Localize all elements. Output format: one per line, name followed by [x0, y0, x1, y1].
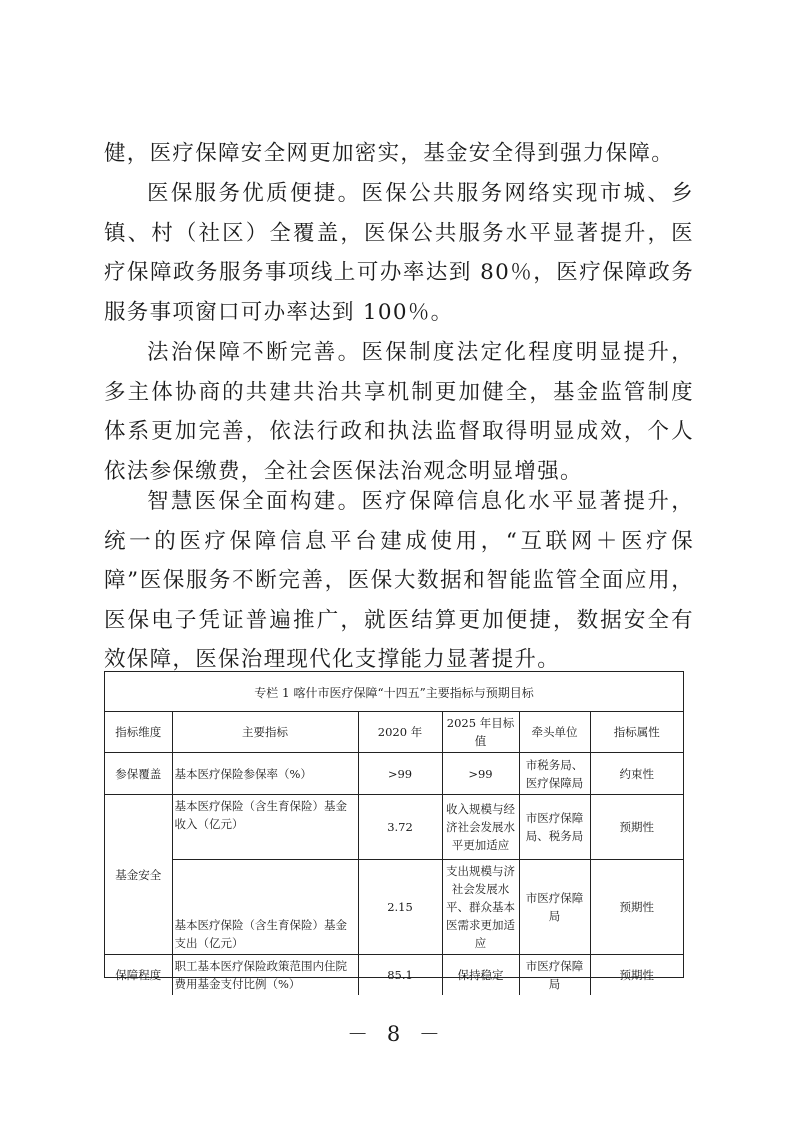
- header-dimension: 指标维度: [105, 712, 172, 753]
- table-title: 专栏 1 喀什市医疗保障“十四五”主要指标与预期目标: [105, 672, 683, 712]
- paragraph-rule-of-law: 法治保障不断完善。医保制度法定化程度明显提升，多主体协商的共建共治共享机制更加健全，基金监管制度体系更加完善，依法行政和执法监督取得明显成效，个人依法参保缴费，全社会医保法治观念明显增强。: [104, 340, 694, 484]
- cell-indicator: 基本医疗保险（含生育保险）基金支出（亿元）: [172, 860, 358, 955]
- cell-lead-unit: 市税务局、医疗保障局: [519, 753, 590, 795]
- cell-attribute: 约束性: [590, 753, 683, 795]
- header-2025: 2025 年目标值: [442, 712, 519, 753]
- paragraph-continuation: 健，医疗保障安全网更加密实，基金安全得到强力保障。: [104, 141, 675, 166]
- table-row: [105, 753, 683, 795]
- paragraph-service: 医保服务优质便捷。医保公共服务网络实现市城、乡镇、村（社区）全覆盖，医保公共服务水平显著提升，医疗保障政务服务事项线上可办率达到 80％，医疗保障政务服务事项窗口可办率达到 100％。: [104, 181, 694, 325]
- cell-2020: 3.72: [358, 795, 442, 860]
- cell-lead-unit: 市医疗保障局、税务局: [519, 795, 590, 860]
- cell-2025: 保持稳定: [442, 955, 519, 996]
- header-lead-unit: 牵头单位: [519, 712, 590, 753]
- cell-2025: >99: [442, 753, 519, 795]
- header-attribute: 指标属性: [590, 712, 683, 753]
- page-number: － 8 －: [347, 1022, 446, 1046]
- table-header-row: [105, 712, 683, 753]
- header-2020: 2020 年: [358, 712, 442, 753]
- cell-2020: 85.1: [358, 955, 442, 996]
- paragraph-smart-insurance: 智慧医保全面构建。医疗保障信息化水平显著提升，统一的医疗保障信息平台建成使用，“互联网＋医疗保障”医保服务不断完善，医保大数据和智能监管全面应用，医保电子凭证普遍推广，就医结算更加便捷，数据安全有效保障，医保治理现代化支撑能力显著提升。: [104, 489, 694, 672]
- indicator-table-box: [104, 671, 684, 991]
- cell-2020: 2.15: [358, 860, 442, 955]
- cell-indicator: 职工基本医疗保险政策范围内住院费用基金支付比例（%）: [172, 955, 358, 996]
- cell-dimension: 参保覆盖: [105, 753, 172, 795]
- cell-2025: 收入规模与经济社会发展水平更加适应: [442, 795, 519, 860]
- cell-lead-unit: 市医疗保障局: [519, 860, 590, 955]
- table-row: [105, 795, 683, 860]
- cell-2020: >99: [358, 753, 442, 795]
- cell-lead-unit: 市医疗保障局: [519, 955, 590, 996]
- cell-dimension: 保障程度: [105, 955, 172, 996]
- cell-attribute: 预期性: [590, 795, 683, 860]
- cell-attribute: 预期性: [590, 955, 683, 996]
- cell-indicator: 基本医疗保险参保率（%）: [172, 753, 358, 795]
- indicator-table: [105, 711, 683, 995]
- table-row: [105, 860, 683, 955]
- cell-dimension: 基金安全: [105, 795, 172, 955]
- cell-2025: 支出规模与济社会发展水平、群众基本医需求更加适应: [442, 860, 519, 955]
- cell-attribute: 预期性: [590, 860, 683, 955]
- table-row: [105, 955, 683, 996]
- header-indicator: 主要指标: [172, 712, 358, 753]
- cell-indicator: 基本医疗保险（含生育保险）基金收入（亿元）: [172, 795, 358, 860]
